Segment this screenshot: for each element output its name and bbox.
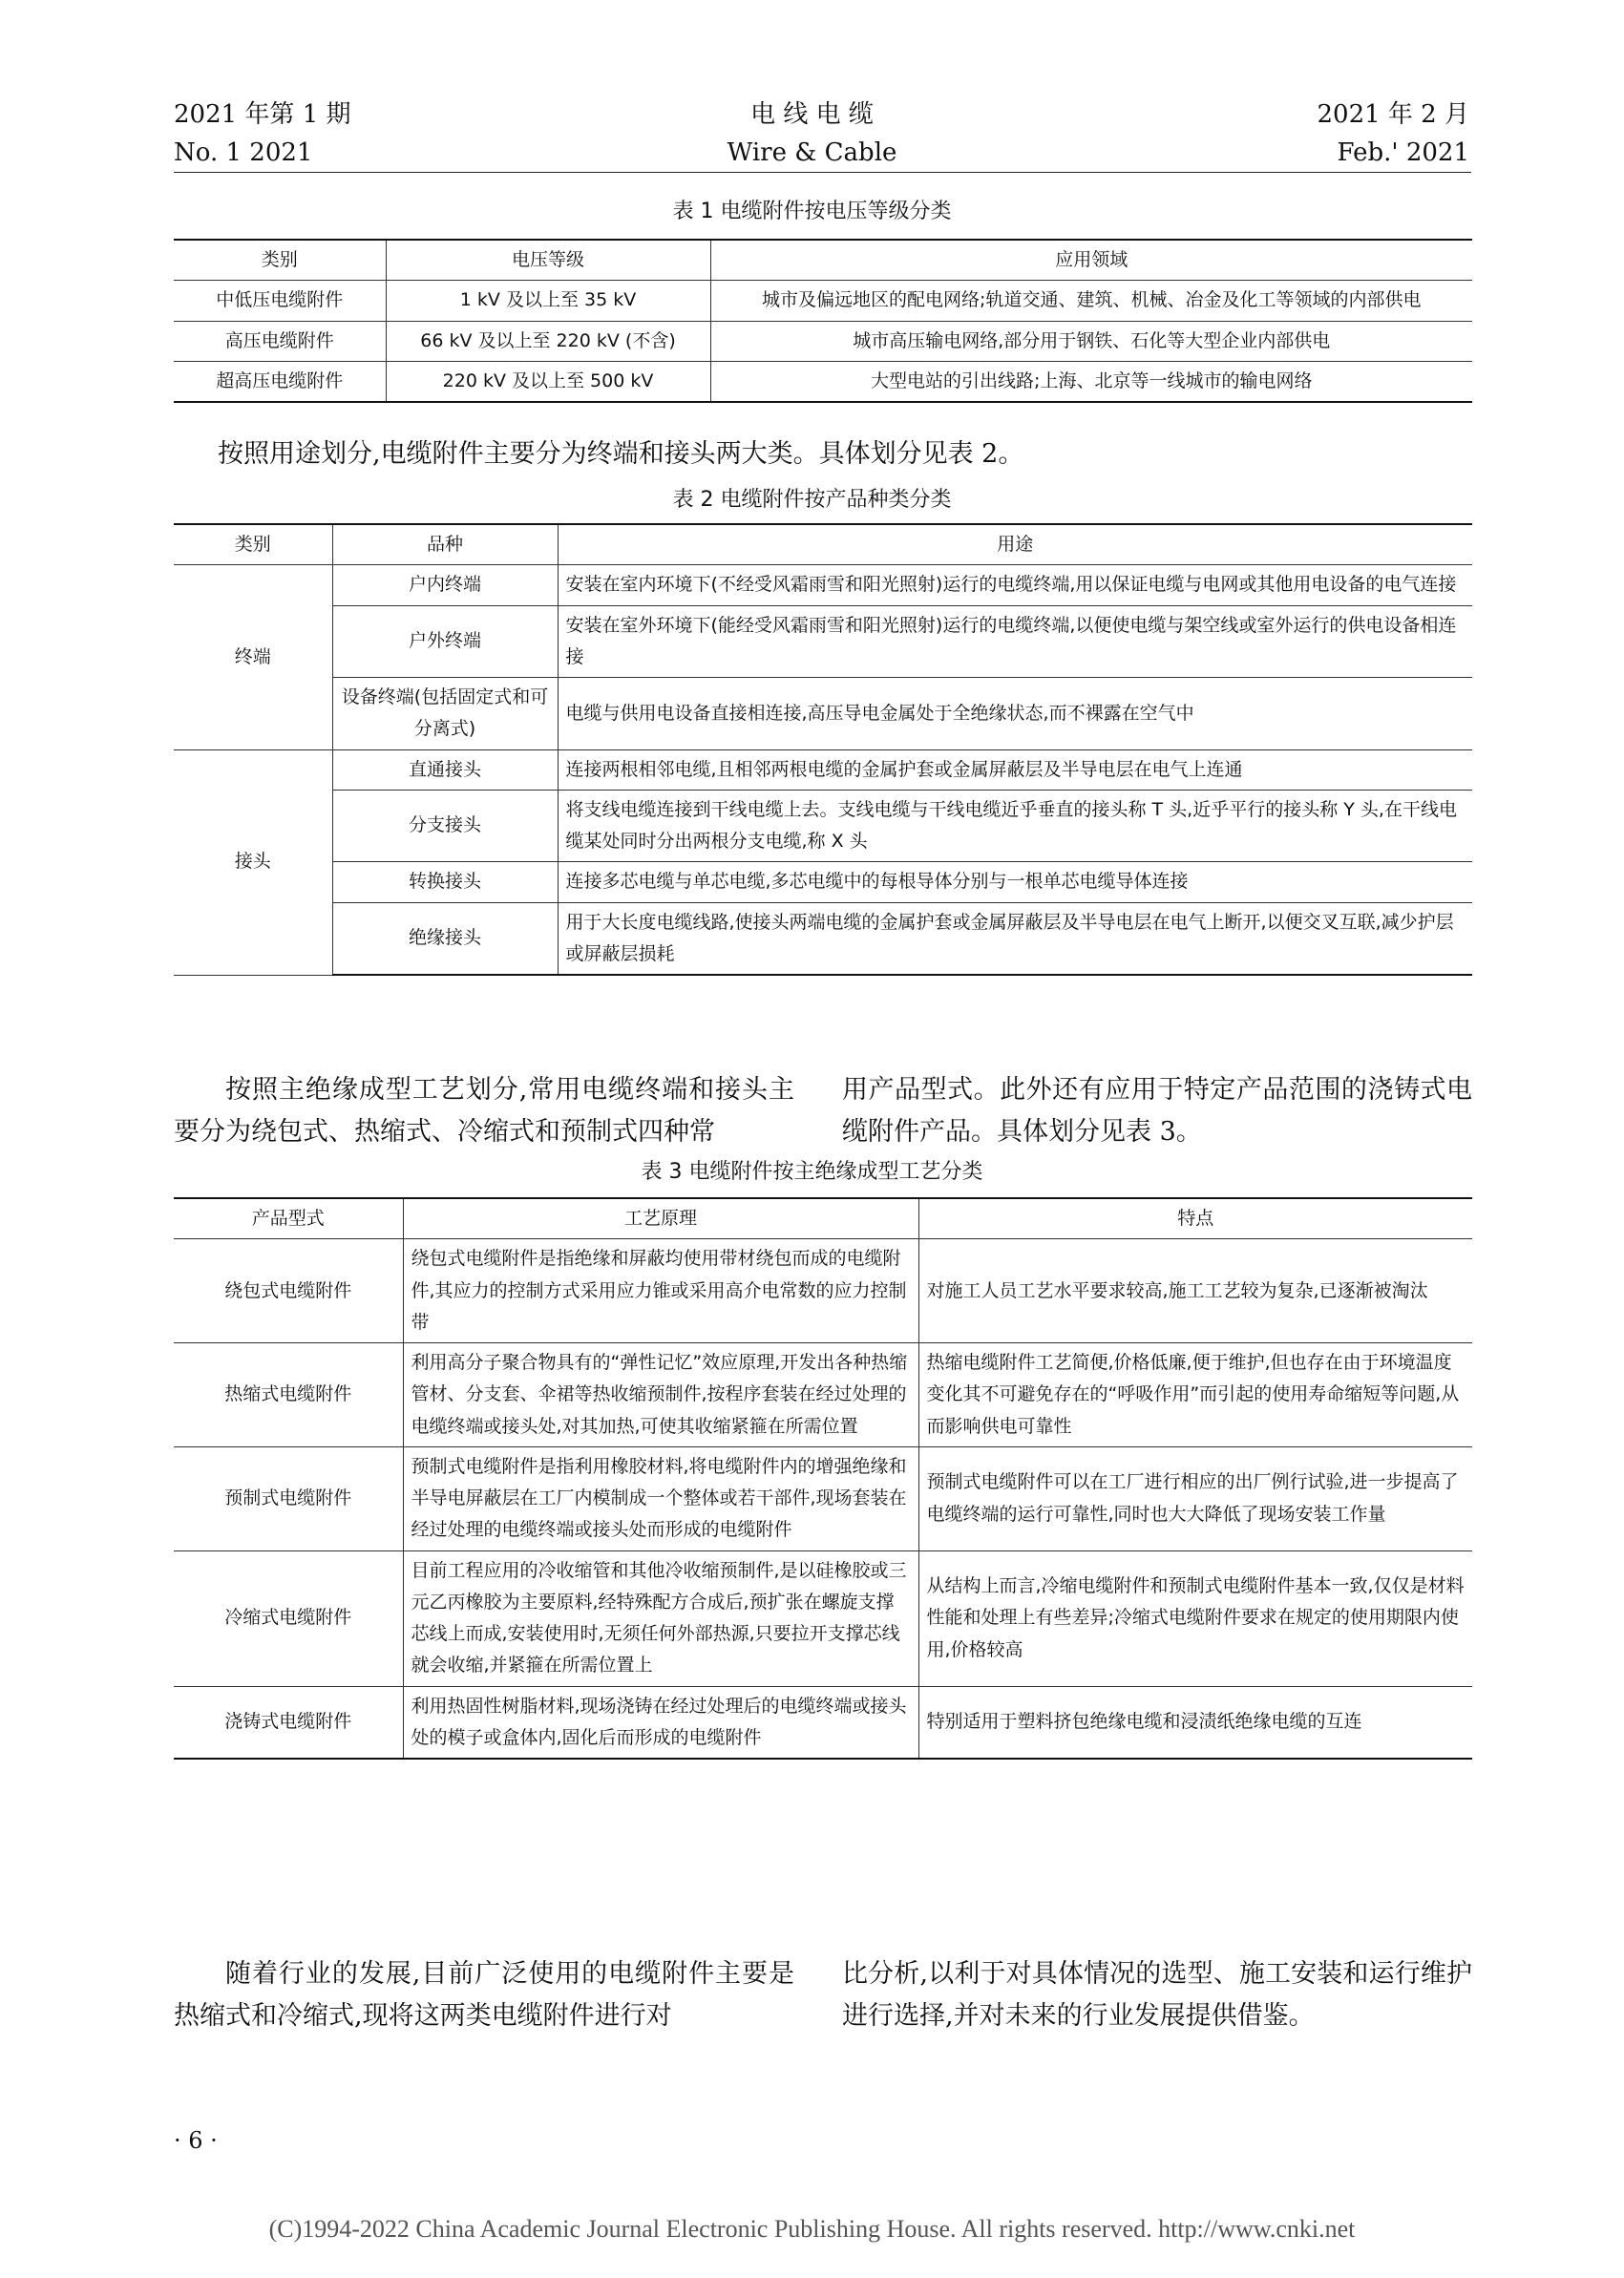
table-cell: 设备终端(包括固定式和可分离式): [332, 678, 558, 750]
table-row: [174, 790, 1472, 862]
table-cell: 将支线电缆连接到干线电缆上去。支线电缆与干线电缆近乎垂直的接头称 T 头,近乎平行的接头称 Y 头,在干线电缆某处同时分出两根分支电缆,称 X 头: [558, 790, 1472, 862]
table-header-cell: 工艺原理: [403, 1198, 918, 1239]
table-row: [174, 1446, 1472, 1550]
table-cell: 绕包式电缆附件是指绝缘和屏蔽均使用带材绕包而成的电缆附件,其应力的控制方式采用应力锥或采用高介电常数的应力控制带: [403, 1239, 918, 1343]
table-row: [174, 1686, 1472, 1759]
table-row: [174, 565, 1472, 605]
table-cell: 绕包式电缆附件: [174, 1239, 403, 1343]
table-row: [174, 281, 1472, 321]
table-cell: 电缆与供用电设备直接相连接,高压导电金属处于全绝缘状态,而不裸露在空气中: [558, 678, 1472, 750]
header-issue-cn: 2021 年第 1 期: [174, 100, 351, 129]
table-header-cell: 电压等级: [386, 240, 710, 281]
paragraph-left: 随着行业的发展,目前广泛使用的电缆附件主要是热缩式和冷缩式,现将这两类电缆附件进行对: [174, 1959, 794, 2031]
header-journal-en: Wire & Cable: [727, 138, 897, 167]
running-header: [0, 95, 1624, 172]
table-row: [174, 605, 1472, 678]
table-cell: 冷缩式电缆附件: [174, 1550, 403, 1686]
table-cell: 目前工程应用的冷收缩管和其他冷收缩预制件,是以硅橡胶或三元乙丙橡胶为主要原料,经特殊配方合成后,预扩张在螺旋支撑芯线上而成,安装使用时,无须任何外部热源,只要拉开支撑芯线就会收缩,并紧箍在所需位置上: [403, 1550, 918, 1686]
table-cell: 城市及偏远地区的配电网络;轨道交通、建筑、机械、冶金及化工等领域的内部供电: [710, 281, 1472, 321]
table-header-row: [174, 524, 1472, 565]
header-date: [1317, 95, 1469, 172]
table-row: [174, 1239, 1472, 1343]
table-header-cell: 特点: [918, 1198, 1472, 1239]
table-cell: 热缩式电缆附件: [174, 1343, 403, 1447]
table-header-row: [174, 240, 1472, 281]
header-issue-en: No. 1 2021: [174, 138, 313, 167]
table-cell: 安装在室内环境下(不经受风霜雨雪和阳光照射)运行的电缆终端,用以保证电缆与电网或其他用电设备的电气连接: [558, 565, 1472, 605]
page-number: · 6 ·: [174, 2127, 218, 2154]
table-row: [174, 862, 1472, 902]
table-cell: 预制式电缆附件是指利用橡胶材料,将电缆附件内的增强绝缘和半导电屏蔽层在工厂内模制成一个整体或若干部件,现场套装在经过处理的电缆终端或接头处而形成的电缆附件: [403, 1446, 918, 1550]
table-header-cell: 类别: [174, 240, 386, 281]
table-cell: 户内终端: [332, 565, 558, 605]
header-rule: [174, 172, 1471, 173]
paragraph-left: 按照主绝缘成型工艺划分,常用电缆终端和接头主要分为绕包式、热缩式、冷缩式和预制式四种常: [174, 1075, 794, 1147]
table-header-cell: 产品型式: [174, 1198, 403, 1239]
table-cell: 预制式电缆附件可以在工厂进行相应的出厂例行试验,进一步提高了电缆终端的运行可靠性,同时也大大降低了现场安装工作量: [918, 1446, 1472, 1550]
table-cell: 绝缘接头: [332, 902, 558, 975]
table-cell: 分支接头: [332, 790, 558, 862]
table-cell: 转换接头: [332, 862, 558, 902]
paragraph: 按照用途划分,电缆附件主要分为终端和接头两大类。具体划分见表 2。: [218, 439, 1024, 469]
table3-caption: 表 3 电缆附件按主绝缘成型工艺分类: [641, 1160, 983, 1184]
table-cell: 连接多芯电缆与单芯电缆,多芯电缆中的每根导体分别与一根单芯电缆导体连接: [558, 862, 1472, 902]
table2-caption: 表 2 电缆附件按产品种类分类: [672, 488, 952, 512]
table-cell: 1 kV 及以上至 35 kV: [386, 281, 710, 321]
table-cell: 预制式电缆附件: [174, 1446, 403, 1550]
table-cell: 特别适用于塑料挤包绝缘电缆和浸渍纸绝缘电缆的互连: [918, 1686, 1472, 1759]
table1: [174, 239, 1472, 403]
table-header-cell: 用途: [558, 524, 1472, 565]
paragraph-right: 用产品型式。此外还有应用于特定产品范围的浇铸式电缆附件产品。具体划分见表 3。: [842, 1075, 1472, 1147]
table-row: [174, 749, 1472, 790]
table-cell: 超高压电缆附件: [174, 361, 386, 402]
table-cell: 浇铸式电缆附件: [174, 1686, 403, 1759]
table2: [174, 523, 1472, 976]
header-date-cn: 2021 年 2 月: [1317, 100, 1469, 129]
header-date-en: Feb.' 2021: [1337, 138, 1469, 167]
table1-caption: 表 1 电缆附件按电压等级分类: [672, 200, 952, 223]
table-cell: 利用热固性树脂材料,现场浇铸在经过处理后的电缆终端或接头处的模子或盒体内,固化后而形成的电缆附件: [403, 1686, 918, 1759]
table-row: [174, 678, 1472, 750]
copyright-footer: (C)1994-2022 China Academic Journal Electronic Publishing House. All rights reserved. http://www.cnki.net: [268, 2215, 1356, 2243]
table-cell: 直通接头: [332, 749, 558, 790]
table-header-cell: 应用领域: [710, 240, 1472, 281]
table-cell: 用于大长度电缆线路,使接头两端电缆的金属护套或金属屏蔽层及半导电层在电气上断开,以便交叉互联,减少护层或屏蔽层损耗: [558, 902, 1472, 975]
table3: [174, 1197, 1472, 1760]
table-cell: 安装在室外环境下(能经受风霜雨雪和阳光照射)运行的电缆终端,以便使电缆与架空线或室外运行的供电设备相连接: [558, 605, 1472, 678]
table-cell: 热缩电缆附件工艺简便,价格低廉,便于维护,但也存在由于环境温度变化其不可避免存在的“呼吸作用”而引起的使用寿命缩短等问题,从而影响供电可靠性: [918, 1343, 1472, 1447]
table-row: [174, 902, 1472, 975]
table-cell: 220 kV 及以上至 500 kV: [386, 361, 710, 402]
table-row: [174, 1550, 1472, 1686]
table-cell: 大型电站的引出线路;上海、北京等一线城市的输电网络: [710, 361, 1472, 402]
table-cell: 连接两根相邻电缆,且相邻两根电缆的金属护套或金属屏蔽层及半导电层在电气上连通: [558, 749, 1472, 790]
table-row: [174, 361, 1472, 402]
table-cell-category: 终端: [174, 565, 332, 749]
table-row: [174, 1343, 1472, 1447]
table-header-cell: 类别: [174, 524, 332, 565]
table-header-cell: 品种: [332, 524, 558, 565]
table-cell: 户外终端: [332, 605, 558, 678]
paragraph-right: 比分析,以利于对具体情况的选型、施工安装和运行维护进行选择,并对未来的行业发展提供借鉴。: [842, 1959, 1472, 2031]
table-cell: 对施工人员工艺水平要求较高,施工工艺较为复杂,已逐渐被淘汰: [918, 1239, 1472, 1343]
table-cell: 中低压电缆附件: [174, 281, 386, 321]
table-row: [174, 321, 1472, 361]
table-cell: 从结构上而言,冷缩电缆附件和预制式电缆附件基本一致,仅仅是材料性能和处理上有些差异;冷缩式电缆附件要求在规定的使用期限内使用,价格较高: [918, 1550, 1472, 1686]
table-cell: 利用高分子聚合物具有的“弹性记忆”效应原理,开发出各种热缩管材、分支套、伞裙等热收缩预制件,按程序套装在经过处理的电缆终端或接头处,对其加热,可使其收缩紧箍在所需位置: [403, 1343, 918, 1447]
header-journal-cn: 电 线 电 缆: [750, 100, 874, 129]
table-cell: 城市高压输电网络,部分用于钢铁、石化等大型企业内部供电: [710, 321, 1472, 361]
table-header-row: [174, 1198, 1472, 1239]
table-cell: 66 kV 及以上至 220 kV (不含): [386, 321, 710, 361]
table-cell-category: 接头: [174, 749, 332, 975]
table-cell: 高压电缆附件: [174, 321, 386, 361]
